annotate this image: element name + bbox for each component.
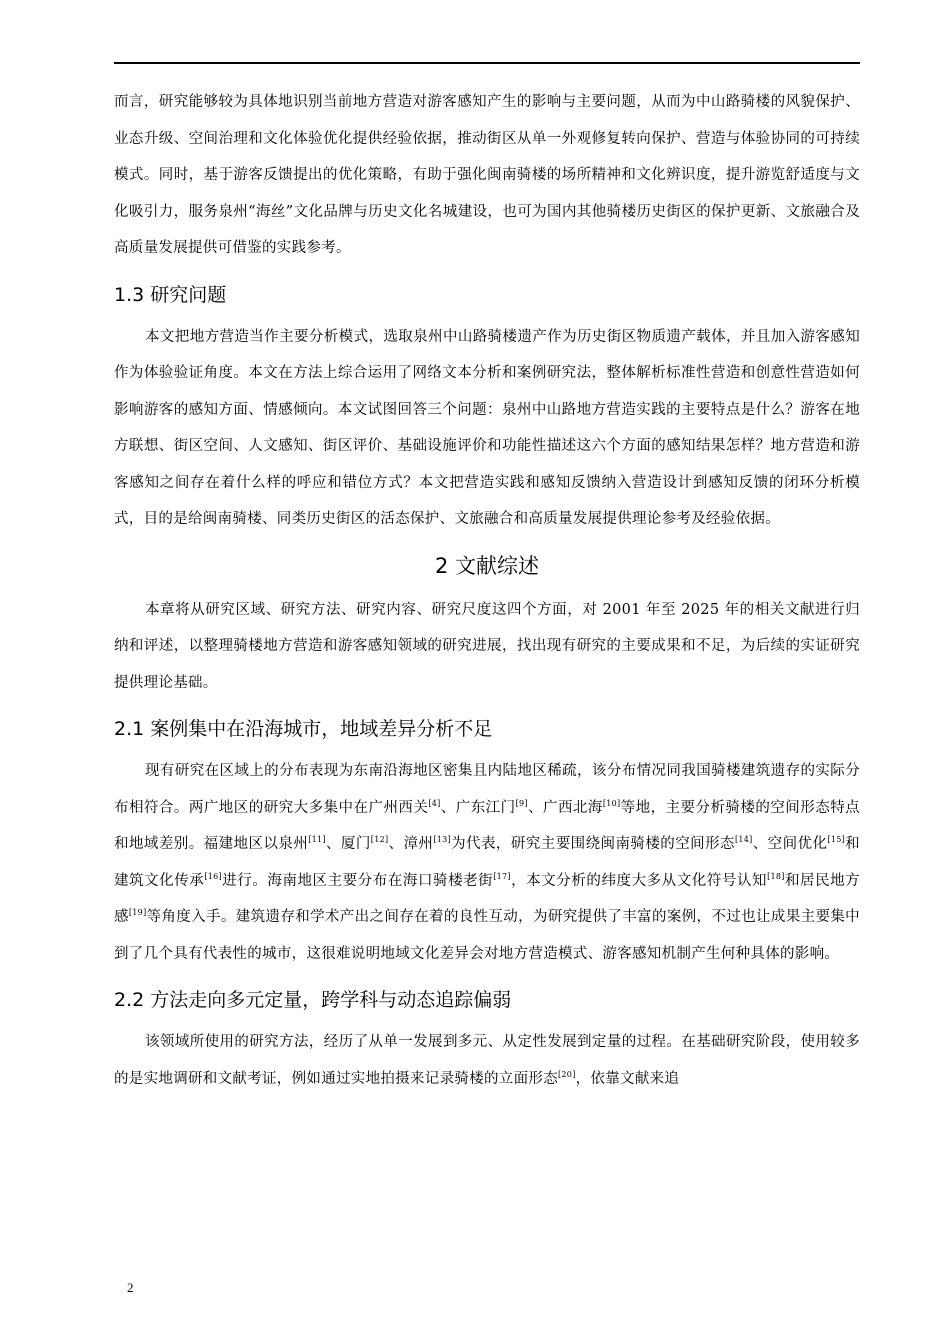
text-run: 、漳州 — [388, 836, 434, 852]
citation: [20] — [558, 1069, 576, 1079]
citation: [13] — [433, 835, 451, 845]
text-run: 、厦门 — [325, 836, 371, 852]
text-run: 、空间优化 — [752, 836, 828, 852]
citation: [14] — [734, 835, 753, 845]
text-run: 和居民地方感 — [114, 872, 860, 925]
text-run: ，依靠文献来追 — [575, 1070, 680, 1087]
citation: [12] — [370, 835, 389, 845]
section-2-2-heading: 2.2 方法走向多元定量，跨学科与动态追踪偏弱 — [114, 989, 512, 1011]
header-rule — [114, 62, 860, 64]
citation: [15] — [827, 835, 846, 845]
citation: [17] — [493, 871, 511, 881]
citation: [16] — [204, 871, 222, 881]
citation: [11] — [308, 835, 326, 845]
page-number: 2 — [127, 1280, 134, 1295]
chapter-2-heading: 2 文献综述 — [434, 553, 540, 578]
text-run: 等角度入手。建筑遗存和学术产出之间存在着的良性互动，为研究提供了丰富的案例，不过也让成果主要集中到了几个具有代表性的城市，这很难说明地域文化差异会对地方营造模式、游客感知机制产生何种具体的影响。 — [114, 909, 860, 962]
page-body — [114, 84, 860, 1097]
section-1-3-paragraph: 本文把地方营造当作主要分析模式，选取泉州中山路骑楼遗产作为历史街区物质遗产载体，并且加入游客感知作为体验验证角度。本文在方法上综合运用了网络文本分析和案例研究法，整体解析标准性营造和创意性营造如何影响游客的感知方面、情感倾向。本文试图回答三个问题：泉州中山路地方营造实践的主要特点是什么？游客在地方联想、街区空间、人文感知、街区评价、基础设施评价和功能性描述这六个方面的感知结果怎样？地方营造和游客感知之间存在着什么样的呼应和错位方式？本文把营造实践和感知反馈纳入营造设计到感知反馈的闭环分析模式，目的是给闽南骑楼、同类历史街区的活态保护、文旅融合和高质量发展提供理论参考及经验依据。 — [114, 328, 860, 527]
section-2-1-heading: 2.1 案例集中在沿海城市，地域差异分析不足 — [114, 718, 493, 740]
text-run: 、广西北海 — [527, 799, 603, 816]
text-run: 和建筑文化传承 — [114, 836, 860, 889]
citation: [10] — [602, 798, 621, 808]
citation: [18] — [767, 871, 785, 881]
chapter-2-paragraph: 本章将从研究区域、研究方法、研究内容、研究尺度这四个方面，对 2001 年至 2025 年的相关文献进行归纳和评述，以整理骑楼地方营造和游客感知领域的研究进展，找出现有研究的主要成果和不足，为后续的实证研究提供理论基础。 — [114, 601, 860, 691]
citation: [9] — [515, 798, 528, 808]
section-2-1-paragraph — [114, 753, 860, 972]
text-run: 等地，主要分析骑楼的空间形态特点和地域差别。福建地区以泉州 — [114, 799, 860, 852]
section-1-3-heading: 1.3 研究问题 — [114, 283, 227, 306]
text-run: 该领域所使用的研究方法，经历了从单一发展到多元、从定性发展到定量的过程。在基础研究阶段，使用较多的是实地调研和文献考证，例如通过实地拍摄来记录骑楼的立面形态 — [114, 1034, 860, 1087]
citation: [4] — [428, 798, 441, 808]
text-run: 为代表，研究主要围绕闽南骑楼的空间形态 — [450, 836, 735, 852]
text-run: 、广东江门 — [440, 799, 516, 816]
text-run: 进行。海南地区主要分布在海口骑楼老街 — [221, 872, 494, 889]
text-run: ，本文分析的纬度大多从文化符号认知 — [510, 872, 768, 889]
section-2-2-paragraph — [114, 1024, 860, 1097]
text-run: 现有研究在区域上的分布表现为东南沿海地区密集且内陆地区稀疏，该分布情况同我国骑楼建筑遗存的实际分布相符合。两广地区的研究大多集中在广州西关 — [114, 763, 860, 816]
intro-paragraph: 而言，研究能够较为具体地识别当前地方营造对游客感知产生的影响与主要问题，从而为中山路骑楼的风貌保护、业态升级、空间治理和文化体验优化提供经验依据，推动街区从单一外观修复转向保护、营造与体验协同的可持续模式。同时，基于游客反馈提出的优化策略，有助于强化闽南骑楼的场所精神和文化辨识度，提升游览舒适度与文化吸引力，服务泉州“海丝”文化品牌与历史文化名城建设，也可为国内其他骑楼历史街区的保护更新、文旅融合及高质量发展提供可借鉴的实践参考。 — [114, 94, 860, 256]
citation: [19] — [128, 908, 147, 918]
